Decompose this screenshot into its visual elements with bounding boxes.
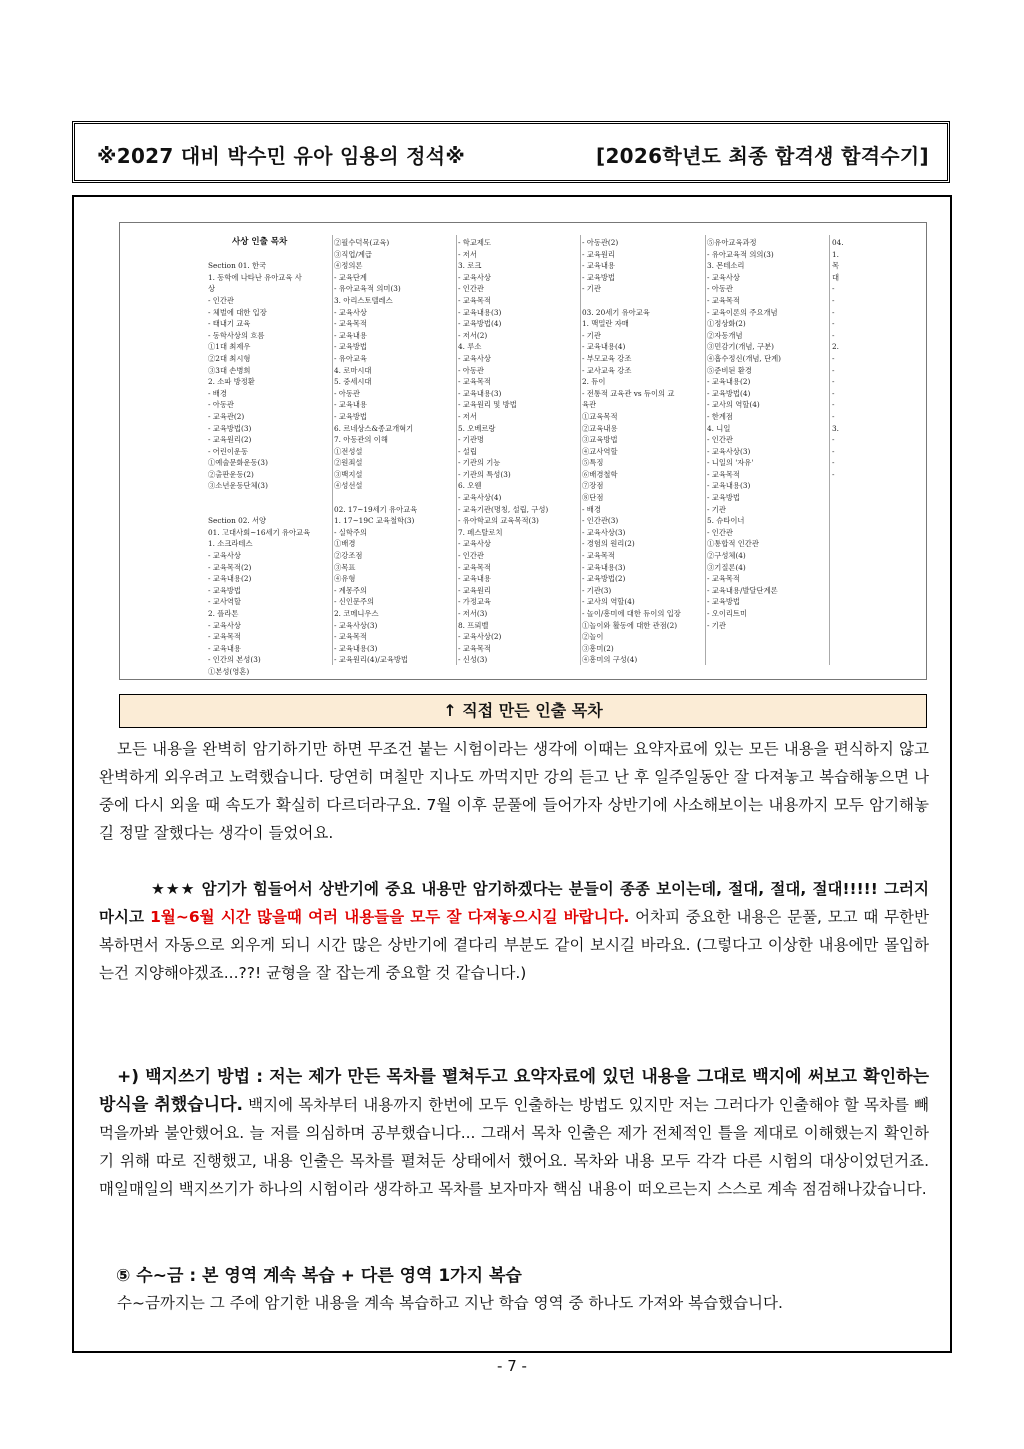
toc-entry: ②원죄설 bbox=[334, 458, 363, 468]
toc-entry: ③소년운동단체(3) bbox=[208, 481, 268, 491]
toc-entry: - bbox=[832, 400, 835, 410]
toc-title: 사상 인출 목차 bbox=[232, 237, 288, 247]
toc-entry: 6. 르네상스&종교개혁기 bbox=[334, 423, 414, 433]
toc-entry: - 교육목적 bbox=[707, 574, 740, 584]
toc-entry: - 저서 bbox=[458, 249, 477, 259]
toc-entry: - 교육방법 bbox=[582, 272, 615, 282]
toc-entry bbox=[582, 295, 704, 307]
toc-entry: - 가정교육 bbox=[458, 597, 491, 607]
toc-entry: - 아동관 bbox=[208, 400, 234, 410]
toc-entry: - 저서 bbox=[458, 411, 477, 421]
toc-entry: - 전통적 교육관 vs 듀이의 교 bbox=[582, 388, 675, 398]
toc-entry: 04. bbox=[832, 238, 844, 247]
toc-entry: - bbox=[832, 469, 835, 479]
toc-column-1 bbox=[208, 237, 328, 678]
toc-entry: - 교육단계 bbox=[334, 272, 367, 282]
toc-entry: - 교육사상 bbox=[334, 307, 367, 317]
toc-entry: Section 01. 한국 bbox=[208, 261, 267, 271]
paragraph-2-text: 어차피 중요한 내용은 문풀, 모고 때 무한반복하면서 자동으로 외우게 되니 시간 많은 상반기에 곁다리 부분도 같이 보시길 바라요. (그렇다고 이상한 내용에만 몰입하는건 지양해야겠죠...??! 균형을 잘 잡는게 중요할 것 같습니다.) bbox=[99, 908, 929, 982]
toc-entry: - 저서(3) bbox=[458, 609, 488, 618]
toc-entry: 2. 플라톤 bbox=[208, 609, 239, 618]
toc-entry: - 니일의 '자유' bbox=[707, 458, 754, 468]
toc-entry: - 교육목적 bbox=[458, 295, 491, 305]
toc-entry: - 기관 bbox=[582, 330, 601, 340]
toc-entry: - 교사교육 강조 bbox=[582, 365, 632, 375]
toc-entry: - 설립 bbox=[458, 446, 477, 456]
toc-entry: ①교육목적 bbox=[582, 411, 618, 421]
toc-entry: - 유아교육적 의미(3) bbox=[334, 284, 401, 294]
toc-entry: - bbox=[832, 365, 835, 375]
toc-entry: ⑧단점 bbox=[582, 493, 604, 503]
toc-entry: - 교육목적 bbox=[208, 632, 241, 642]
toc-entry: 6. 오웬 bbox=[458, 481, 482, 491]
toc-entry: - 배경 bbox=[208, 388, 227, 398]
toc-entry: - 교육사상(3) bbox=[334, 620, 378, 630]
toc-entry: - 교육내용(3) bbox=[334, 643, 378, 653]
toc-entry: - 교육원리(4)/교육방법 bbox=[334, 655, 408, 665]
toc-entry: 1. bbox=[832, 249, 839, 259]
toc-entry: - 동학사상의 흐름 bbox=[208, 330, 265, 340]
toc-entry: ②교육내용 bbox=[582, 423, 618, 433]
document-header bbox=[72, 121, 950, 183]
content-frame bbox=[72, 195, 952, 1353]
toc-entry: ②출판운동(2) bbox=[208, 469, 254, 479]
toc-entry: 1. 소크라테스 bbox=[208, 539, 253, 549]
toc-entry: - bbox=[832, 377, 835, 387]
toc-entry: 목 bbox=[832, 261, 840, 271]
toc-entry: ④정의론 bbox=[334, 261, 363, 271]
toc-entry: - 기관 bbox=[707, 620, 726, 630]
paragraph-2-bold: ★★★ 암기가 힘들어서 상반기에 중요 내용만 암기하겠다는 분들이 종종 보이는데, 절대, 절대, 절대!!!!! 그러지 마시고 bbox=[99, 880, 929, 926]
toc-entry: - 교육사상(3) bbox=[707, 446, 751, 456]
toc-entry: 4. 루소 bbox=[458, 342, 482, 352]
toc-entry: 4. 니일 bbox=[707, 423, 731, 433]
toc-entry: - 교육목적 bbox=[458, 643, 491, 653]
toc-entry: - bbox=[832, 330, 835, 340]
toc-entry: ①통합적 인간관 bbox=[707, 539, 759, 549]
paragraph-1: 모든 내용을 완벽히 암기하기만 하면 무조건 붙는 시험이라는 생각에 이때는 요약자료에 있는 모든 내용을 편식하지 않고 완벽하게 외우려고 노력했습니다. 당연히 며칠만 지나도 까먹지만 강의 듣고 난 후 일주일동안 잘 다져놓고 복습해놓으면 나중에 다시 외울 때 속도가 확실히 다르더라구요. 7월 이후 문풀에 들어가자 상반기에 사소해보이는 내용까지 모두 암기해놓길 정말 잘했다는 생각이 들었어요. bbox=[99, 740, 929, 842]
toc-entry: 1. 동학에 나타난 유아교육 사 bbox=[208, 272, 302, 282]
toc-entry: - 신인문주의 bbox=[334, 597, 375, 607]
toc-column-5 bbox=[707, 237, 827, 631]
toc-entry: 1. 맥밀란 자매 bbox=[582, 319, 629, 329]
toc-entry: ②2대 최시형 bbox=[208, 353, 251, 363]
toc-entry: 대 bbox=[832, 272, 840, 282]
toc-entry: - 한계점 bbox=[707, 411, 733, 421]
toc-entry: - 교육목적 bbox=[707, 469, 740, 479]
toc-entry: - 아동관 bbox=[458, 365, 484, 375]
toc-entry: - 놀이/흥미에 대한 듀이의 입장 bbox=[582, 609, 681, 618]
toc-entry: ①배경 bbox=[334, 539, 356, 549]
toc-entry: - 교육방법 bbox=[208, 585, 241, 595]
toc-entry: - 교육사상(3) bbox=[582, 527, 626, 537]
toc-entry: - 교육사상 bbox=[458, 353, 491, 363]
toc-entry: - 교육내용(2) bbox=[208, 574, 252, 584]
toc-entry: - 오이리트미 bbox=[707, 609, 748, 618]
toc-entry: 3. 아리스토텔레스 bbox=[334, 295, 393, 305]
toc-entry: - 교육방법 bbox=[334, 411, 367, 421]
toc-entry: - 교육내용(2) bbox=[707, 377, 751, 387]
toc-entry: - bbox=[832, 295, 835, 305]
toc-entry: ③기질론(4) bbox=[707, 562, 746, 572]
paragraph-3-text: 백지에 목차부터 내용까지 한번에 모두 인출하는 방법도 있지만 저는 그러다가 인출해야 할 목차를 빼먹을까봐 불안했어요. 늘 저를 의심하며 공부했습니다... 그래서 목차 인출은 제가 전체적인 틀을 제대로 이해했는지 확인하기 위해 따로 진행했고, 내용 인출은 목차를 펼쳐둔 상태에서 했어요. 목차와 내용 모두 각각 다른 시험의 대상이었던거죠. 매일매일의 백지쓰기가 하나의 시험이라 생각하고 목차를 보자마자 핵심 내용이 떠오르는지 스스로 계속 점검해나갔습니다. bbox=[99, 1096, 929, 1198]
toc-column-2 bbox=[334, 237, 454, 666]
toc-entry: ⑥배경철학 bbox=[582, 469, 618, 479]
toc-entry: - 교사역할 bbox=[208, 597, 241, 607]
toc-entry: - 교육원리 bbox=[458, 585, 491, 595]
toc-entry: - 체벌에 대한 입장 bbox=[208, 307, 267, 317]
header-title-right: [2026학년도 최종 합격생 합격수기] bbox=[596, 144, 929, 168]
toc-entry: - 교육내용 bbox=[334, 330, 367, 340]
toc-entry: ③흥미(2) bbox=[582, 643, 614, 653]
toc-entry: ④유형 bbox=[334, 574, 356, 584]
toc-entry: - 교육내용(4) bbox=[582, 342, 626, 352]
toc-entry: - 계몽주의 bbox=[334, 585, 367, 595]
toc-entry: ⑦장점 bbox=[582, 481, 604, 491]
toc-entry: - 교육사상 bbox=[208, 551, 241, 561]
toc-entry: ②놀이 bbox=[582, 632, 604, 642]
toc-entry: ③직업/계급 bbox=[334, 249, 372, 259]
toc-entry bbox=[208, 492, 328, 504]
toc-entry: - 기관 bbox=[707, 504, 726, 514]
toc-entry: 2. 듀이 bbox=[582, 377, 606, 387]
toc-entry: - 유아교육적 의의(3) bbox=[707, 249, 774, 259]
toc-entry: ②필수덕목(교육) bbox=[334, 238, 390, 247]
toc-entry: 육관 bbox=[582, 400, 597, 410]
toc-entry: - 교육목적 bbox=[458, 562, 491, 572]
toc-entry: 2. bbox=[832, 342, 839, 352]
toc-entry: - bbox=[832, 388, 835, 398]
toc-entry: ⑤유아교육과정 bbox=[707, 238, 757, 247]
toc-entry bbox=[208, 249, 328, 261]
toc-entry: - 교육사상 bbox=[458, 272, 491, 282]
toc-entry: ④흡수정신(개념, 단계) bbox=[707, 353, 782, 363]
toc-entry: - 교육내용 bbox=[582, 261, 615, 271]
toc-entry: - 인간관 bbox=[707, 435, 733, 445]
toc-entry: - 교육방법 bbox=[707, 597, 740, 607]
toc-entry: - 어린이운동 bbox=[208, 446, 249, 456]
toc-entry: - bbox=[832, 435, 835, 445]
toc-entry: ①1대 최제우 bbox=[208, 342, 251, 352]
toc-entry: - 교육목적 bbox=[707, 295, 740, 305]
toc-entry: - 교육내용 bbox=[334, 400, 367, 410]
toc-entry: - 아동관 bbox=[707, 284, 733, 294]
toc-entry: - 교육내용(3) bbox=[582, 562, 626, 572]
toc-entry: - 교육원리 bbox=[582, 249, 615, 259]
toc-entry: - 유아학교의 교육목적(3) bbox=[458, 516, 539, 526]
toc-entry: - 교육이론의 주요개념 bbox=[707, 307, 778, 317]
toc-entry: ④성선설 bbox=[334, 481, 363, 491]
toc-entry: - 기관의 특성(3) bbox=[458, 469, 511, 479]
toc-entry: - 아동관 bbox=[334, 388, 360, 398]
toc-divider bbox=[829, 235, 830, 665]
toc-column-3 bbox=[458, 237, 578, 666]
paragraph-4: 수~금까지는 그 주에 암기한 내용을 계속 복습하고 지난 학습 영역 중 하나도 가져와 복습했습니다. bbox=[117, 1294, 783, 1312]
toc-column-6 bbox=[832, 237, 846, 480]
toc-entry: ①본성(영혼) bbox=[208, 666, 250, 676]
toc-image bbox=[119, 222, 927, 680]
toc-entry: - bbox=[832, 446, 835, 456]
toc-entry: - 교육방법(4) bbox=[707, 388, 751, 398]
toc-entry: - 교육방법(3) bbox=[208, 423, 252, 433]
toc-entry: - 교육사상(4) bbox=[458, 493, 502, 503]
toc-entry: - 인간관 bbox=[208, 295, 234, 305]
toc-entry: 4. 로마시대 bbox=[334, 365, 372, 375]
toc-entry: - 교육기관(명칭, 설립, 구성) bbox=[458, 504, 549, 514]
toc-entry: ②강조점 bbox=[334, 551, 363, 561]
toc-entry: - bbox=[832, 411, 835, 421]
toc-entry: ①정상화(2) bbox=[707, 319, 746, 329]
toc-entry: 01. 고대사회~16세기 유아교육 bbox=[208, 527, 311, 537]
toc-entry: ③3대 손병희 bbox=[208, 365, 251, 375]
toc-entry: ⑤특징 bbox=[582, 458, 604, 468]
toc-entry: - 경험의 원리(2) bbox=[582, 539, 635, 549]
toc-entry: - 인간관 bbox=[707, 527, 733, 537]
toc-entry: - 교육목적 bbox=[334, 319, 367, 329]
toc-entry: - 교육내용 bbox=[458, 574, 491, 584]
paragraph-2-highlight: 1월~6월 시간 많을때 여러 내용들을 모두 잘 다져놓으시길 바랍니다. bbox=[150, 908, 630, 926]
toc-entry: 2. 소파 방정환 bbox=[208, 377, 255, 387]
toc-entry: 5. 오베르랑 bbox=[458, 423, 496, 433]
paragraph-3 bbox=[99, 1063, 929, 1203]
toc-entry: - 교육방법(2) bbox=[582, 574, 626, 584]
toc-entry: ①예술문화운동(3) bbox=[208, 458, 268, 468]
toc-entry: - 교육내용 bbox=[208, 643, 241, 653]
toc-entry: ②자동개념 bbox=[707, 330, 743, 340]
toc-entry: - 태내기 교육 bbox=[208, 319, 251, 329]
toc-entry: - 교육내용(3) bbox=[458, 388, 502, 398]
toc-divider bbox=[580, 235, 581, 665]
toc-entry: - 교육방법 bbox=[707, 493, 740, 503]
toc-entry: 상 bbox=[208, 284, 216, 294]
page-number: - 7 - bbox=[497, 1357, 527, 1375]
toc-entry: 2. 코메니우스 bbox=[334, 609, 379, 618]
toc-entry: ④흥미의 구성(4) bbox=[582, 655, 638, 665]
toc-entry: - 교육목적 bbox=[334, 632, 367, 642]
toc-entry: - 교육원리 및 방법 bbox=[458, 400, 517, 410]
toc-entry: - 교육방법 bbox=[334, 342, 367, 352]
toc-entry: 5. 슈타이너 bbox=[707, 516, 745, 526]
toc-entry: - 신성(3) bbox=[458, 655, 488, 665]
toc-entry: - 인간관(3) bbox=[582, 516, 619, 526]
toc-entry: 02. 17~19세기 유아교육 bbox=[334, 504, 418, 514]
toc-entry: - 교육방법(4) bbox=[458, 319, 502, 329]
toc-entry: ③백지설 bbox=[334, 469, 363, 479]
toc-entry: 5. 중세시대 bbox=[334, 377, 372, 387]
toc-entry: - 교육내용(3) bbox=[707, 481, 751, 491]
toc-entry: ①전성설 bbox=[334, 446, 363, 456]
toc-entry: - 교육사상 bbox=[707, 272, 740, 282]
toc-divider bbox=[456, 235, 457, 665]
toc-entry: 7. 페스탈로치 bbox=[458, 527, 503, 537]
toc-entry: - 아동관(2) bbox=[582, 238, 619, 247]
toc-entry: - 기관명 bbox=[458, 435, 484, 445]
paragraph-3-bold: +) 백지쓰기 방법 : 저는 제가 만든 목차를 펼쳐두고 요약자료에 있던 내용을 그대로 백지에 써보고 확인하는 방식을 취했습니다. bbox=[99, 1067, 929, 1115]
toc-entry: - 교육원리(2) bbox=[208, 435, 252, 445]
toc-entry: - 교육사상 bbox=[208, 620, 241, 630]
toc-entry: - 교육내용/발달단계론 bbox=[707, 585, 778, 595]
toc-entry: - 실학주의 bbox=[334, 527, 367, 537]
toc-entry: - 기관 bbox=[582, 284, 601, 294]
toc-entry: 3. bbox=[832, 423, 839, 433]
toc-entry: - 교육사상(2) bbox=[458, 632, 502, 642]
toc-entry: ①놀이와 활동에 대한 관점(2) bbox=[582, 620, 678, 630]
toc-entry: 3. 로크 bbox=[458, 261, 482, 271]
toc-entry: ②구성체(4) bbox=[707, 551, 746, 561]
toc-entry: - 배경 bbox=[582, 504, 601, 514]
toc-entry: - 기관의 기능 bbox=[458, 458, 501, 468]
toc-entry: - 교육사상 bbox=[458, 539, 491, 549]
toc-entry: - 학교제도 bbox=[458, 238, 491, 247]
toc-entry: Section 02. 서양 bbox=[208, 516, 267, 526]
toc-entry bbox=[208, 504, 328, 516]
toc-entry: - 인간관 bbox=[458, 284, 484, 294]
toc-entry: ⑤준비된 환경 bbox=[707, 365, 752, 375]
section-heading-5: ⑤ 수~금 : 본 영역 계속 복습 + 다른 영역 1가지 복습 bbox=[116, 1266, 522, 1286]
toc-entry: - 부모교육 강조 bbox=[582, 353, 632, 363]
toc-entry: - 저서(2) bbox=[458, 330, 488, 340]
toc-entry: ③교육방법 bbox=[582, 435, 618, 445]
toc-entry: 3. 몬테소리 bbox=[707, 261, 745, 271]
toc-entry: - 인간의 본성(3) bbox=[208, 655, 261, 665]
toc-entry: 1. 17~19C 교육철학(3) bbox=[334, 516, 415, 526]
toc-divider bbox=[705, 235, 706, 665]
toc-entry: - bbox=[832, 284, 835, 294]
toc-entry bbox=[208, 237, 328, 249]
toc-entry: - 교육목적(2) bbox=[208, 562, 252, 572]
toc-caption: ↑ 직접 만든 인출 목차 bbox=[119, 694, 927, 728]
toc-divider bbox=[332, 235, 333, 665]
toc-entry: - bbox=[832, 319, 835, 329]
toc-column-4 bbox=[582, 237, 704, 666]
toc-entry: 03. 20세기 유아교육 bbox=[582, 307, 650, 317]
toc-entry: - 기관(3) bbox=[582, 585, 612, 595]
toc-entry: ③목표 bbox=[334, 562, 356, 572]
toc-entry: - 교육내용(3) bbox=[458, 307, 502, 317]
toc-entry: 7. 아동관의 이해 bbox=[334, 435, 388, 445]
toc-entry: - bbox=[832, 458, 835, 468]
toc-entry: ④교사역할 bbox=[582, 446, 618, 456]
toc-entry: - 인간관 bbox=[458, 551, 484, 561]
toc-entry: - 교육목적 bbox=[458, 377, 491, 387]
toc-entry: - 교육관(2) bbox=[208, 411, 245, 421]
paragraph-2 bbox=[99, 875, 929, 987]
toc-entry: - 유아교육 bbox=[334, 353, 367, 363]
toc-entry bbox=[334, 492, 454, 504]
toc-entry: - bbox=[832, 353, 835, 363]
toc-entry: - 교사의 역할(4) bbox=[582, 597, 635, 607]
header-title-left: ※2027 대비 박수민 유아 임용의 정석※ bbox=[97, 144, 466, 168]
toc-entry: - 교사의 역할(4) bbox=[707, 400, 760, 410]
toc-entry: ③민감기(개념, 구분) bbox=[707, 342, 774, 352]
toc-entry: 8. 프뢰벨 bbox=[458, 620, 489, 630]
toc-entry: - bbox=[832, 307, 835, 317]
toc-entry: - 교육목적 bbox=[582, 551, 615, 561]
